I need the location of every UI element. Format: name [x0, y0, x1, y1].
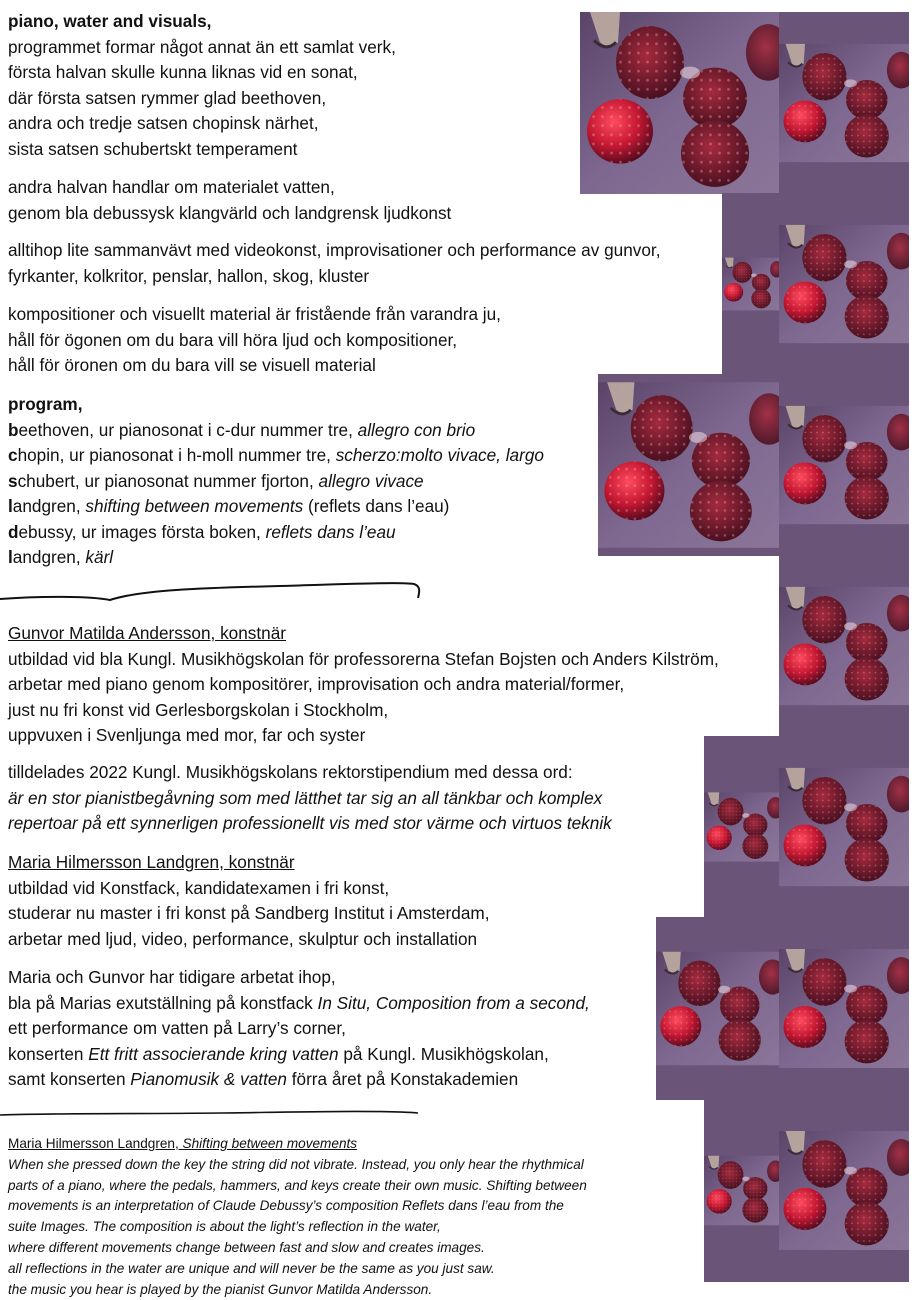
raspberry-photo — [779, 12, 909, 194]
raspberry-photo — [779, 736, 909, 918]
program-initial: l — [8, 496, 13, 516]
raspberry-photo — [704, 1099, 780, 1282]
work-description-line: where different movements change between fast and slow and creates images. — [8, 1239, 485, 1255]
collab-line — [8, 991, 590, 1017]
collab-text: på Kungl. Musikhögskolan, — [338, 1043, 549, 1064]
program-movement: allegro vivace — [318, 470, 424, 491]
collab-text: konserten — [8, 1043, 89, 1064]
bio-line: just nu fri konst vid Gerlesborgskolan i Stockholm, — [8, 699, 389, 720]
divider-line — [0, 580, 425, 606]
video-paragraph — [8, 238, 661, 289]
work-title — [8, 1134, 587, 1155]
program-movement: reflets dans l’eau — [265, 521, 396, 542]
program-initial: c — [8, 445, 18, 465]
program-movement: allegro con brio — [357, 419, 476, 440]
work-artist: Maria Hilmersson Landgren, — [8, 1136, 183, 1151]
bio-line: utbildad vid bla Kungl. Musikhögskolan för professorerna Stefan Bojsten och Anders Kilström, — [8, 648, 719, 669]
work-section — [8, 1134, 587, 1300]
gunvor-section — [8, 621, 719, 749]
raspberry-photo — [779, 917, 909, 1100]
raspberry-photo — [598, 374, 780, 556]
maria-section — [8, 850, 489, 952]
collab-line — [8, 1067, 590, 1093]
program-text: eethoven, ur pianosonat i c-dur nummer tre, — [18, 419, 358, 440]
program-item — [8, 494, 544, 520]
program-item — [8, 418, 544, 444]
raspberry-photo — [779, 1099, 909, 1282]
raspberry-photo — [580, 12, 780, 194]
collab-text: samt konserten — [8, 1069, 131, 1089]
program-item — [8, 469, 544, 495]
intro-line: programmet formar något annat än ett samlat verk, — [8, 36, 396, 57]
intro-line: håll för ögonen om du bara vill höra ljud och kompositioner, — [8, 329, 458, 350]
bio-line: studerar nu master i fri konst på Sandberg Institut i Amsterdam, — [8, 903, 490, 923]
program-text: ebussy, ur images första boken, — [18, 521, 266, 542]
award-quote: är en stor pianistbegåvning som med lätthet tar sig an all tänkbar och komplex — [8, 787, 603, 808]
work-description-line: all reflections in the water are unique and will never be the same as you just saw. — [8, 1260, 495, 1276]
raspberry-photo — [704, 736, 780, 918]
program-initial: s — [8, 470, 18, 491]
raspberry-photo — [656, 917, 780, 1100]
award-section — [8, 760, 612, 837]
intro-line: sista satsen schubertskt temperament — [8, 138, 298, 159]
program-movement: kärl — [85, 547, 114, 567]
award-quote: repertoar på ett synnerligen professionellt vis med stor värme och virtuos teknik — [8, 813, 612, 833]
intro-line: genom bla debussysk klangvärld och landgrensk ljudkonst — [8, 202, 452, 223]
raspberry-photo — [722, 193, 780, 375]
intro-line: första halvan skulle kunna liknas vid en sonat, — [8, 62, 358, 82]
raspberry-photo — [779, 374, 909, 556]
program-text: andgren, — [12, 496, 86, 516]
program-text: andgren, — [12, 547, 86, 567]
work-description-line: movements is an interpretation of Claude Debussy’s composition Reflets dans l’eau from the — [8, 1198, 564, 1214]
bio-line: arbetar med ljud, video, performance, skulptur och installation — [8, 928, 478, 949]
bio-line: arbetar med piano genom kompositörer, improvisation och andra material/former, — [8, 674, 625, 694]
intro-section — [8, 9, 396, 162]
program-movement: shifting between movements — [85, 496, 304, 516]
intro-line: alltihop lite sammanvävt med videokonst, improvisationer och performance av gunvor, — [8, 240, 661, 260]
divider-line — [0, 1105, 425, 1121]
program-item — [8, 520, 544, 546]
work-description-line: suite Images. The composition is about the light’s reflection in the water, — [8, 1219, 441, 1235]
independence-paragraph — [8, 302, 501, 379]
intro-line: där första satsen rymmer glad beethoven, — [8, 87, 327, 108]
collab-text: förra året på Konstakademien — [286, 1069, 519, 1089]
intro-line: fyrkanter, kolkritor, penslar, hallon, skog, kluster — [8, 265, 370, 286]
program-heading: program, — [8, 394, 83, 414]
intro-line: kompositioner och visuellt material är fristående från varandra ju, — [8, 304, 501, 324]
intro-heading: piano, water and visuals, — [8, 11, 212, 31]
intro-line: håll för öronen om du bara vill se visuell material — [8, 355, 376, 375]
collab-line — [8, 1042, 590, 1068]
program-tail: (reflets dans l’eau) — [303, 496, 450, 516]
work-description-line: parts of a piano, where the pedals, hammers, and keys create their own music. Shifting between — [8, 1177, 587, 1193]
program-initial: l — [8, 547, 13, 567]
collab-text: bla på Marias exutställning på konstfack — [8, 992, 318, 1013]
program-item — [8, 545, 544, 571]
program-item — [8, 443, 544, 469]
maria-title: Maria Hilmersson Landgren, konstnär — [8, 852, 295, 872]
raspberry-photo — [779, 193, 909, 375]
program-initial: d — [8, 521, 19, 542]
work-description-line: When she pressed down the key the string did not vibrate. Instead, you only hear the rhythmical — [8, 1156, 584, 1172]
program-section — [8, 392, 544, 571]
work-name: Shifting between movements — [182, 1136, 358, 1151]
intro-line: andra och tredje satsen chopinsk närhet, — [8, 113, 319, 133]
bio-line: uppvuxen i Svenljunga med mor, far och syster — [8, 725, 366, 745]
work-description-line: the music you hear is played by the pianist Gunvor Matilda Andersson. — [8, 1281, 433, 1297]
exhibition-title: In Situ, Composition from a second, — [317, 992, 590, 1013]
raspberry-photo — [779, 555, 909, 737]
concert-title: Ett fritt associerande kring vatten — [88, 1043, 339, 1064]
collab-line: Maria och Gunvor har tidigare arbetat ihop, — [8, 967, 336, 987]
concert-title: Pianomusik & vatten — [130, 1069, 287, 1089]
program-text: hopin, ur pianosonat i h-moll nummer tre, — [17, 445, 336, 465]
program-movement: scherzo:molto vivace, largo — [335, 445, 544, 465]
collab-line: ett performance om vatten på Larry’s corner, — [8, 1018, 346, 1038]
program-text: chubert, ur pianosonat nummer fjorton, — [17, 470, 319, 491]
collab-section — [8, 965, 590, 1093]
program-initial: b — [8, 419, 19, 440]
intro-line: andra halvan handlar om materialet vatten, — [8, 177, 335, 197]
bio-line: utbildad vid Konstfack, kandidatexamen i fri konst, — [8, 877, 390, 898]
gunvor-title: Gunvor Matilda Andersson, konstnär — [8, 623, 287, 643]
water-paragraph — [8, 175, 451, 226]
award-intro: tilldelades 2022 Kungl. Musikhögskolans rektorstipendium med dessa ord: — [8, 762, 573, 782]
